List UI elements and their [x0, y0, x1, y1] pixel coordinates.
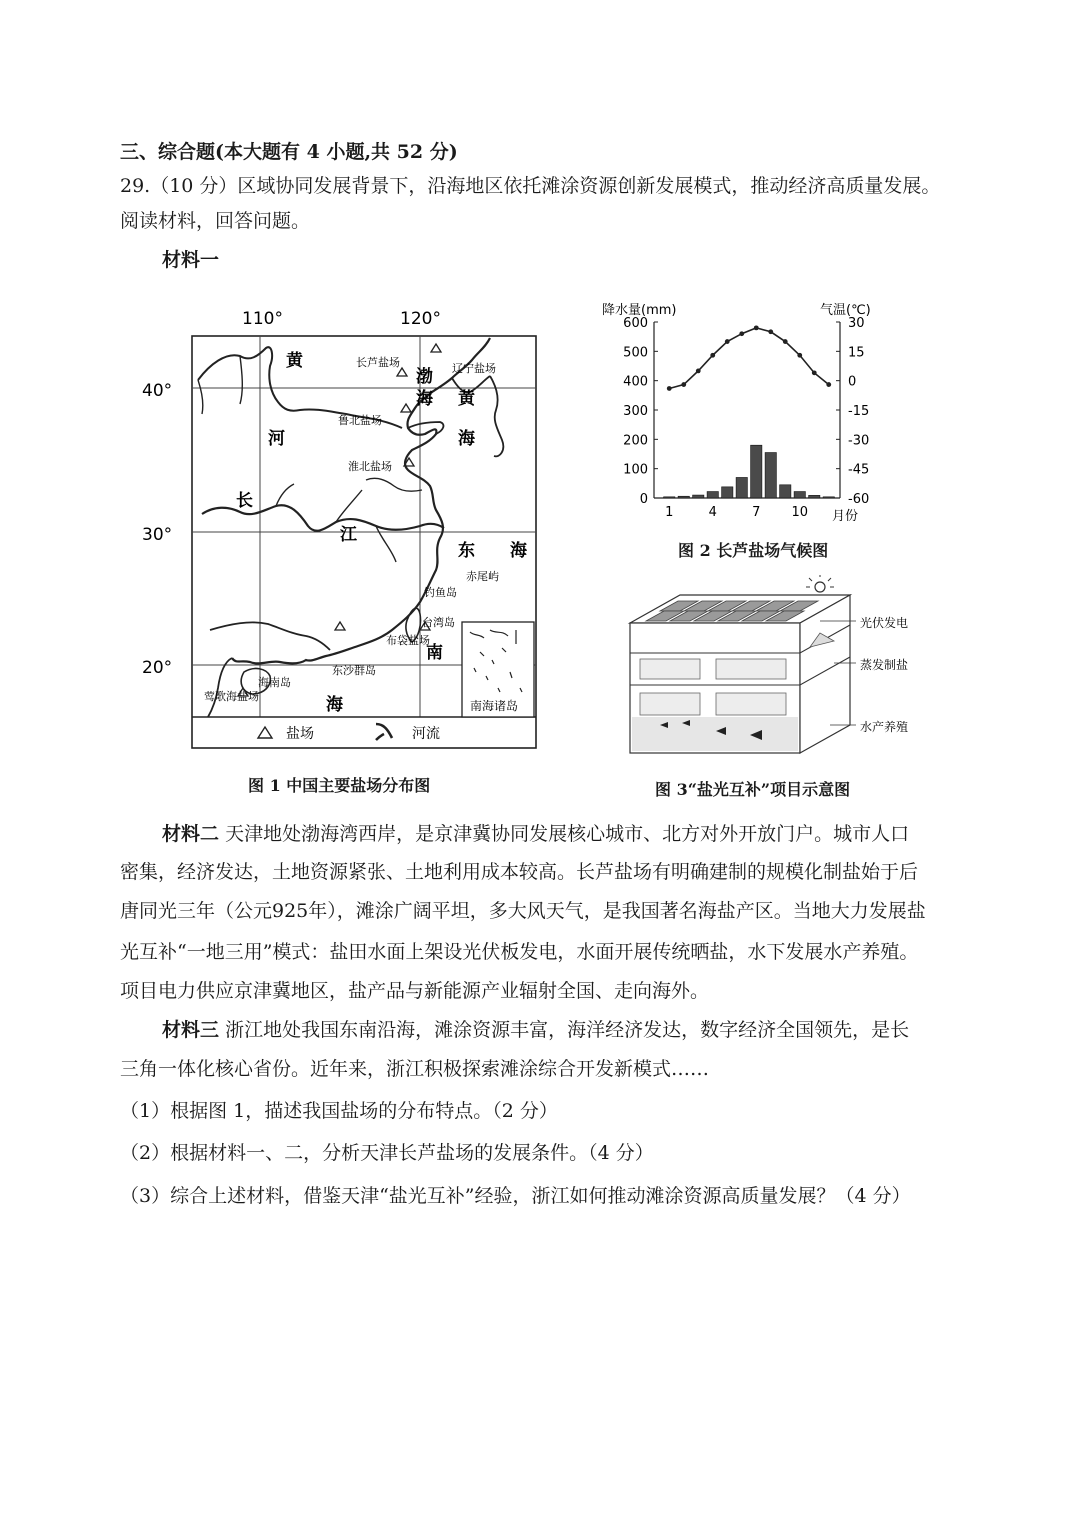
- temperature-point: [783, 339, 788, 344]
- vietnam-coast: [208, 658, 232, 717]
- y2-tick-label: 30: [848, 316, 865, 331]
- label-bo: 渤: [416, 367, 433, 387]
- temperature-point: [739, 331, 744, 336]
- salt-field-coast-south: [335, 622, 345, 630]
- x-tick-label: 4: [708, 505, 717, 520]
- material1-label: 材料一: [162, 249, 220, 271]
- y-tick-label: 0: [639, 492, 648, 507]
- material2-line2: 密集，经济发达，土地资源紧张、土地利用成本较高。长芦盐场有明确建制的规模化制盐始于后: [120, 861, 919, 883]
- label-huanghai-1: 黄: [458, 389, 475, 409]
- precip-bar: [809, 495, 820, 498]
- question-intro-line2: 阅读材料，回答问题。: [120, 210, 311, 232]
- subquestion-3: （3）综合上述材料，借鉴天津“盐光互补”经验，浙江如何推动滩涂资源高质量发展？（4 分）: [120, 1185, 911, 1207]
- lat-label-30: 30°: [142, 525, 173, 545]
- salt-field-changlu: [397, 368, 407, 376]
- temperature-point: [667, 386, 672, 391]
- label-dongsha: 东沙群岛: [332, 664, 376, 677]
- material3-line1: [162, 1018, 909, 1042]
- light-bulb-icon: [815, 582, 825, 592]
- label-budai: 布袋盐场: [386, 634, 430, 647]
- y2-tick-label: -45: [848, 462, 870, 478]
- legend-salt-label: 盐场: [286, 726, 314, 742]
- chart-y2label: 气温(℃): [820, 303, 871, 318]
- subquestion-2: （2）根据材料一、二，分析天津长芦盐场的发展条件。（4 分）: [120, 1142, 654, 1164]
- lon-label-120: 120°: [400, 309, 441, 329]
- label-hainan: 海南岛: [258, 676, 291, 689]
- temperature-point: [797, 353, 802, 358]
- y-tick-label: 200: [623, 433, 648, 449]
- y-tick-label: 300: [623, 404, 648, 419]
- salt-solar-diagram: [620, 575, 920, 765]
- water-layer: [632, 717, 798, 751]
- precip-bar: [780, 485, 791, 498]
- label-huanghai-2: 海: [458, 429, 475, 449]
- y-tick-label: 100: [623, 462, 648, 478]
- precip-bar: [823, 497, 834, 498]
- salt-field-liaoning: [431, 344, 441, 352]
- material2-line3: 唐同光三年（公元925年），滩涂广阔平坦，多大风天气，是我国著名海盐产区。当地大力发展盐: [120, 900, 926, 922]
- x-tick-label: 7: [752, 505, 761, 520]
- temperature-point: [812, 370, 817, 375]
- label-chiwei: 赤尾屿: [466, 570, 499, 583]
- precip-bar: [751, 445, 762, 498]
- label-huang: 黄: [286, 351, 303, 371]
- precip-bar: [736, 477, 747, 498]
- section-title: 三、综合题(本大题有 4 小题,共 52 分): [120, 141, 458, 163]
- material2-line5: 项目电力供应京津冀地区，盐产品与新能源产业辐射全国、走向海外。: [120, 980, 710, 1002]
- material3-label: 材料三: [162, 1019, 220, 1041]
- x-tick-label: 10: [791, 505, 809, 520]
- precip-bar: [693, 495, 704, 498]
- label-yingge: 莺歌海盐场: [204, 690, 259, 703]
- label-jiang: 江: [340, 525, 357, 545]
- x-tick-label: 1: [665, 505, 674, 520]
- label-bohai-hai: 海: [416, 389, 433, 409]
- yellow-river-tributary: [198, 356, 242, 414]
- label-huaibei: 淮北盐场: [348, 460, 392, 473]
- material2-line1: [162, 822, 909, 846]
- label-liaoning: 辽宁盐场: [452, 362, 496, 375]
- legend-salt-icon: [258, 727, 272, 738]
- y-tick-label: 600: [623, 316, 648, 331]
- salt-field-lubei: [401, 404, 411, 412]
- pearl-river: [210, 622, 330, 650]
- y2-tick-label: -30: [848, 433, 870, 449]
- label-dong: 东: [458, 541, 475, 561]
- legend-river-icon: [376, 724, 392, 740]
- chart-xlabel: 月份: [832, 509, 859, 524]
- lon-label-110: 110°: [242, 309, 283, 329]
- label-changlu: 长芦盐场: [356, 356, 400, 369]
- bulb-rays: [806, 575, 834, 587]
- precip-bar: [722, 487, 733, 498]
- precip-bar: [678, 496, 689, 498]
- label-nan: 南: [426, 643, 443, 663]
- y2-tick-label: 0: [848, 374, 857, 390]
- question-intro-line1: 29.（10 分）区域协同发展背景下，沿海地区依托滩涂资源创新发展模式，推动经济高质量发展。: [120, 175, 941, 197]
- temperature-point: [768, 329, 773, 334]
- diagram-label-aqua: 水产养殖: [860, 720, 909, 734]
- temperature-point: [754, 325, 759, 330]
- diagram-label-pv: 光伏发电: [860, 616, 909, 630]
- figure3-caption: 图 3“盐光互补”项目示意图: [655, 780, 851, 799]
- label-donghai-hai: 海: [510, 541, 527, 561]
- temperature-point: [710, 353, 715, 358]
- precip-bar: [664, 497, 675, 498]
- label-diaoyu: 钓鱼岛: [424, 586, 457, 599]
- temperature-point: [696, 368, 701, 373]
- material2-label: 材料二: [162, 823, 220, 845]
- material2-text1: 天津地处渤海湾西岸，是京津冀协同发展核心城市、北方对外开放门户。城市人口: [225, 823, 910, 845]
- precip-bar: [794, 492, 805, 498]
- y-tick-label: 500: [623, 345, 648, 361]
- subquestion-1: （1）根据图 1，描述我国盐场的分布特点。（2 分）: [120, 1100, 558, 1122]
- precip-bar: [765, 453, 776, 498]
- y2-tick-label: -60: [848, 492, 870, 507]
- figure2-caption: 图 2 长芦盐场气候图: [678, 541, 829, 560]
- label-he: 河: [268, 429, 285, 449]
- label-nanhai-hai: 海: [326, 695, 343, 715]
- y2-tick-label: 15: [848, 345, 865, 361]
- climate-chart: [596, 298, 896, 530]
- chart-ylabel: 降水量(mm): [602, 303, 677, 318]
- legend-river-label: 河流: [412, 726, 440, 742]
- label-taiwan: 台湾岛: [422, 616, 455, 629]
- figure1-caption: 图 1 中国主要盐场分布图: [248, 776, 431, 795]
- y2-tick-label: -15: [848, 404, 870, 419]
- temperature-point: [826, 382, 831, 387]
- solar-panels: [646, 601, 818, 621]
- nanhai-islands-label: 南海诸岛: [470, 699, 519, 713]
- label-lubei: 鲁北盐场: [338, 414, 382, 427]
- huai-river: [366, 478, 422, 491]
- temperature-point: [725, 339, 730, 344]
- label-chang: 长: [236, 491, 253, 511]
- material3-text1: 浙江地处我国东南沿海，滩涂资源丰富，海洋经济发达，数字经济全国领先，是长: [225, 1019, 910, 1041]
- salt-field-map: [140, 300, 545, 755]
- diagram-label-salt: 蒸发制盐: [860, 658, 909, 672]
- temperature-line: [669, 328, 829, 389]
- material3-line2: 三角一体化核心省份。近年来，浙江积极探索滩涂综合开发新模式……: [120, 1058, 710, 1080]
- material2-line4: 光互补“一地三用”模式：盐田水面上架设光伏板发电，水面开展传统晒盐，水下发展水产养殖。: [120, 941, 919, 963]
- lat-label-40: 40°: [142, 381, 173, 401]
- precip-bar: [707, 492, 718, 498]
- lat-label-20: 20°: [142, 658, 173, 678]
- y-tick-label: 400: [623, 374, 648, 390]
- box-side: [800, 595, 850, 753]
- temperature-point: [681, 382, 686, 387]
